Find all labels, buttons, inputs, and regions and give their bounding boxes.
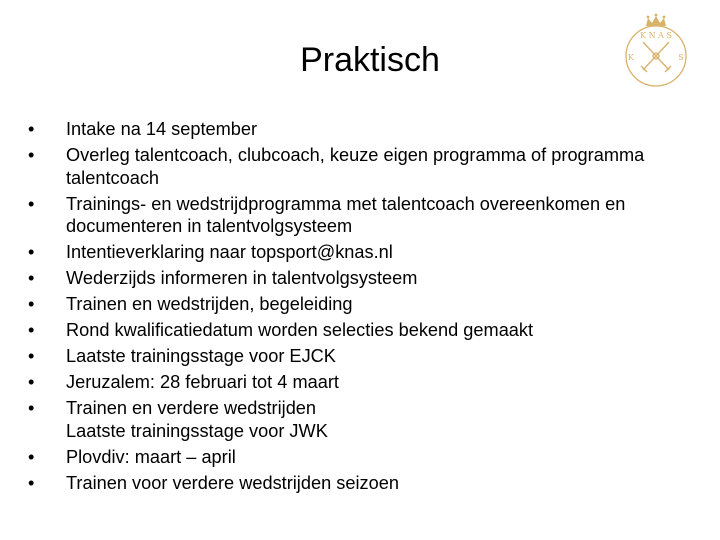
logo-right-letter: S bbox=[678, 53, 684, 62]
bullet-dot: • bbox=[28, 372, 35, 392]
bullet-item bbox=[28, 345, 708, 368]
bullet-text: Intake na 14 september bbox=[66, 119, 258, 139]
bullet-text: Rond kwalificatiedatum worden selecties bekend gemaakt bbox=[66, 320, 534, 340]
bullet-text: Wederzijds informeren in talentvolgsysteem bbox=[66, 268, 418, 288]
bullet-dot: • bbox=[28, 145, 35, 165]
bullet-dot: • bbox=[28, 242, 35, 262]
bullet-list bbox=[28, 118, 708, 498]
bullet-item bbox=[28, 144, 708, 189]
bullet-item bbox=[28, 371, 708, 394]
bullet-item bbox=[28, 118, 708, 141]
bullet-dot: • bbox=[28, 398, 35, 418]
bullet-item bbox=[28, 267, 708, 290]
bullet-text: Trainen en wedstrijden, begeleiding bbox=[66, 294, 353, 314]
bullet-text: Intentieverklaring naar topsport@knas.nl bbox=[66, 242, 393, 262]
bullet-text: Jeruzalem: 28 februari tot 4 maart bbox=[66, 372, 339, 392]
bullet-item bbox=[28, 446, 708, 469]
bullet-text: Overleg talentcoach, clubcoach, keuze eigen programma of programma talentcoach bbox=[66, 145, 645, 188]
logo-ring-text: K N A S bbox=[640, 31, 672, 40]
bullet-item bbox=[28, 472, 708, 495]
bullet-item bbox=[28, 397, 708, 442]
bullet-dot: • bbox=[28, 119, 35, 139]
knas-crest-icon bbox=[617, 12, 695, 90]
bullet-dot: • bbox=[28, 294, 35, 314]
bullet-item bbox=[28, 319, 708, 342]
bullet-text: Plovdiv: maart – april bbox=[66, 446, 236, 467]
bullet-text: Laatste trainingsstage voor EJCK bbox=[66, 346, 336, 366]
bullet-item bbox=[28, 293, 708, 316]
bullet-continuation: Laatste trainingsstage voor JWK bbox=[66, 420, 328, 441]
bullet-text: Trainen en verdere wedstrijden bbox=[66, 398, 317, 418]
bullet-text: Trainen voor verdere wedstrijden seizoen bbox=[66, 472, 399, 493]
bullet-dot: • bbox=[28, 472, 35, 493]
bullet-dot: • bbox=[28, 193, 35, 214]
bullet-dot: • bbox=[28, 268, 35, 288]
logo-left-letter: K bbox=[628, 53, 634, 62]
slide-title: Praktisch bbox=[300, 41, 440, 79]
bullet-dot: • bbox=[28, 446, 35, 467]
bullet-item bbox=[28, 193, 708, 238]
bullet-dot: • bbox=[28, 346, 35, 366]
bullet-item bbox=[28, 241, 708, 264]
bullet-text: Trainings- en wedstrijdprogramma met talentcoach overeenkomen en documenteren in talentvolgsysteem bbox=[66, 193, 626, 236]
bullet-dot: • bbox=[28, 320, 35, 340]
